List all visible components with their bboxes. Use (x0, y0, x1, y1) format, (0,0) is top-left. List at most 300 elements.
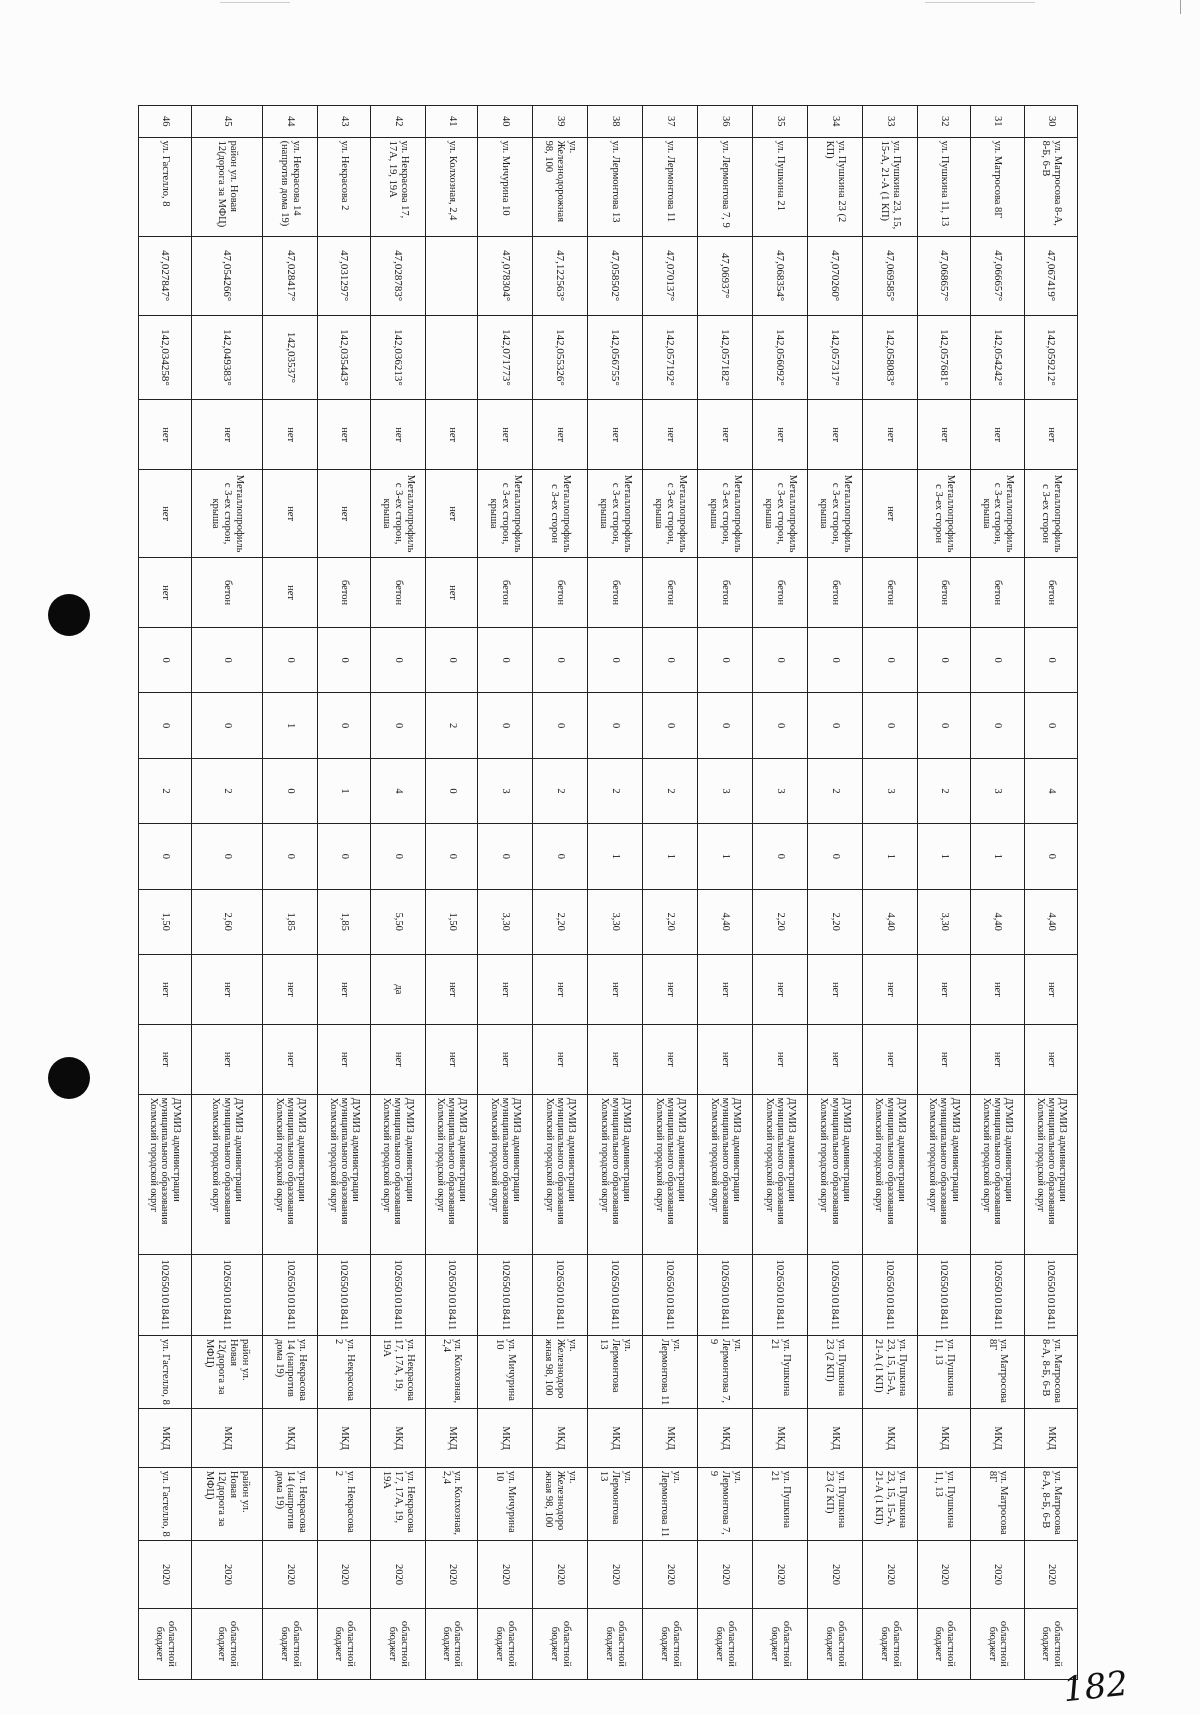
site-address-cell: ул. Пушкина 23, 15, 15-А, 21-А (1 КП) (863, 137, 918, 236)
owner-organization-cell: ДУМИЗ администрации муниципального образования Холмский городской округ (918, 1094, 971, 1254)
source-type-cell: МКД (318, 1409, 371, 1468)
count-col8-cell: 0 (698, 693, 753, 758)
latitude-cell: 47,068354° (753, 236, 808, 315)
col13-flag-cell: нет (808, 1024, 863, 1094)
col13-flag-cell: нет (863, 1024, 918, 1094)
table-row (263, 106, 318, 1680)
served-source-cell: ул. Лермонтова 13 (588, 1335, 643, 1408)
longitude-cell (425, 315, 478, 400)
count-col8-cell: 0 (191, 693, 263, 758)
table-row (863, 106, 918, 1680)
site-address-cell: ул. Некрасова 14 (напротив дома 19) (263, 137, 318, 236)
financing-cell: областной бюджет (263, 1608, 318, 1679)
financing-cell: областной бюджет (478, 1608, 533, 1679)
source-type-cell: МКД (970, 1409, 1025, 1468)
base-material-cell: бетон (588, 558, 643, 628)
site-address-cell: ул. Гастелло, 8 (139, 137, 192, 236)
longitude-cell: 142,03537° (263, 315, 318, 400)
fence-type-cell: Металлопрофиль с 3-ех сторон, крыша (643, 470, 698, 558)
surface-cover-cell: нет (808, 400, 863, 470)
count-col9-cell: 1 (318, 758, 371, 823)
served-source-cell: ул. Пушкина 23 (2 КП) (808, 1335, 863, 1408)
base-material-cell: бетон (918, 558, 971, 628)
site-address-cell: ул. Лермонтова 11 (643, 137, 698, 236)
col13-flag-cell: нет (318, 1024, 371, 1094)
served-source-cell: ул. Пушкина 21 (753, 1335, 808, 1408)
count-col8-cell: 0 (318, 693, 371, 758)
owner-ogrn-cell: 1026501018411 (643, 1254, 698, 1335)
count-col7-cell: 0 (139, 627, 192, 692)
longitude-cell: 142,049383° (191, 315, 263, 400)
count-col10-cell: 0 (318, 824, 371, 889)
table-row (533, 106, 588, 1680)
count-col9-cell: 2 (588, 758, 643, 823)
source-type-cell: МКД (139, 1409, 192, 1468)
served-source-cell: ул. Гастелло, 8 (139, 1335, 192, 1408)
area-value-cell: 3,30 (588, 889, 643, 954)
owner-organization-cell: ДУМИЗ администрации муниципального образования Холмский городской округ (588, 1094, 643, 1254)
fence-type-cell: Металлопрофиль с 3-ех сторон, крыша (970, 470, 1025, 558)
col13-flag-cell: нет (425, 1024, 478, 1094)
base-material-cell: бетон (970, 558, 1025, 628)
col13-flag-cell: нет (643, 1024, 698, 1094)
row-number-cell: 39 (533, 106, 588, 138)
longitude-cell: 142,056092° (753, 315, 808, 400)
year-cell: 2020 (370, 1541, 425, 1609)
served-source-cell: ул. Некрасова 14 (напротив дома 19) (263, 1335, 318, 1408)
count-col9-cell: 4 (370, 758, 425, 823)
area-value-cell: 2,20 (643, 889, 698, 954)
table-row (918, 106, 971, 1680)
owner-organization-cell: ДУМИЗ администрации муниципального образования Холмский городской округ (1025, 1094, 1078, 1254)
count-col10-cell: 0 (533, 824, 588, 889)
owner-ogrn-cell: 1026501018411 (191, 1254, 263, 1335)
area-value-cell: 3,30 (918, 889, 971, 954)
owner-ogrn-cell: 1026501018411 (753, 1254, 808, 1335)
site-address-cell: ул. Пушкина 21 (753, 137, 808, 236)
site-address-cell: ул. Некрасова 17, 17А, 19, 19А (370, 137, 425, 236)
financing-cell: областной бюджет (918, 1608, 971, 1679)
base-material-cell: бетон (808, 558, 863, 628)
longitude-cell: 142,036213° (370, 315, 425, 400)
longitude-cell: 142,057317° (808, 315, 863, 400)
source-address-cell: ул. Некрасова 2 (318, 1467, 371, 1540)
row-number-cell: 36 (698, 106, 753, 138)
container-sites-table (138, 105, 1078, 1680)
owner-ogrn-cell: 1026501018411 (588, 1254, 643, 1335)
count-col8-cell: 0 (588, 693, 643, 758)
financing-cell: областной бюджет (970, 1608, 1025, 1679)
col12-flag-cell: нет (698, 954, 753, 1024)
count-col10-cell: 0 (370, 824, 425, 889)
site-address-cell: ул. Колхозная, 2,4 (425, 137, 478, 236)
served-source-cell: ул. Лермонтова 7, 9 (698, 1335, 753, 1408)
owner-organization-cell: ДУМИЗ администрации муниципального образования Холмский городской округ (478, 1094, 533, 1254)
punch-hole-bottom (48, 1057, 90, 1099)
source-type-cell: МКД (370, 1409, 425, 1468)
table-row (425, 106, 478, 1680)
count-col9-cell: 3 (863, 758, 918, 823)
latitude-cell: 47,078304° (478, 236, 533, 315)
count-col9-cell: 2 (191, 758, 263, 823)
fence-type-cell: нет (263, 470, 318, 558)
count-col9-cell: 0 (425, 758, 478, 823)
col12-flag-cell: нет (478, 954, 533, 1024)
row-number-cell: 33 (863, 106, 918, 138)
latitude-cell: 47,066657° (970, 236, 1025, 315)
count-col9-cell: 2 (533, 758, 588, 823)
surface-cover-cell: нет (370, 400, 425, 470)
fence-type-cell: нет (863, 470, 918, 558)
financing-cell: областной бюджет (425, 1608, 478, 1679)
table-row (808, 106, 863, 1680)
col12-flag-cell: нет (263, 954, 318, 1024)
base-material-cell: бетон (191, 558, 263, 628)
count-col7-cell: 0 (970, 627, 1025, 692)
year-cell: 2020 (918, 1541, 971, 1609)
surface-cover-cell: нет (588, 400, 643, 470)
longitude-cell: 142,054242° (970, 315, 1025, 400)
financing-cell: областной бюджет (588, 1608, 643, 1679)
served-source-cell: ул. Железнодорожная 98, 100 (533, 1335, 588, 1408)
count-col8-cell: 0 (808, 693, 863, 758)
fence-type-cell: Металлопрофиль с 3-ех сторон (918, 470, 971, 558)
table-row (970, 106, 1025, 1680)
latitude-cell: 47,067419° (1025, 236, 1078, 315)
count-col7-cell: 0 (808, 627, 863, 692)
fence-type-cell: Металлопрофиль с 3-ех сторон, крыша (753, 470, 808, 558)
source-address-cell: ул. Пушкина 23, 15, 15-А, 21-А (1 КП) (863, 1467, 918, 1540)
site-address-cell: ул. Лермонтова 13 (588, 137, 643, 236)
surface-cover-cell: нет (1025, 400, 1078, 470)
source-type-cell: МКД (863, 1409, 918, 1468)
served-source-cell: ул. Мичурина 10 (478, 1335, 533, 1408)
fence-type-cell: Металлопрофиль с 3-ех сторон, крыша (808, 470, 863, 558)
table-row (318, 106, 371, 1680)
table-row (643, 106, 698, 1680)
base-material-cell: нет (263, 558, 318, 628)
latitude-cell: 47,031297° (318, 236, 371, 315)
year-cell: 2020 (1025, 1541, 1078, 1609)
col13-flag-cell: нет (698, 1024, 753, 1094)
col12-flag-cell: нет (863, 954, 918, 1024)
base-material-cell: бетон (753, 558, 808, 628)
financing-cell: областной бюджет (863, 1608, 918, 1679)
latitude-cell (425, 236, 478, 315)
latitude-cell: 47,122563° (533, 236, 588, 315)
count-col8-cell: 2 (425, 693, 478, 758)
served-source-cell: ул. Колхозная, 2,4 (425, 1335, 478, 1408)
table-row (753, 106, 808, 1680)
fence-type-cell: Металлопрофиль с 3-ех сторон (533, 470, 588, 558)
count-col10-cell: 1 (588, 824, 643, 889)
count-col8-cell: 0 (533, 693, 588, 758)
table-body (139, 106, 1078, 1680)
year-cell: 2020 (970, 1541, 1025, 1609)
owner-organization-cell: ДУМИЗ администрации муниципального образования Холмский городской округ (263, 1094, 318, 1254)
count-col8-cell: 0 (863, 693, 918, 758)
served-source-cell: ул. Пушкина 11, 13 (918, 1335, 971, 1408)
source-address-cell: ул. Пушкина 11, 13 (918, 1467, 971, 1540)
col12-flag-cell: нет (191, 954, 263, 1024)
count-col9-cell: 3 (698, 758, 753, 823)
count-col7-cell: 0 (425, 627, 478, 692)
count-col8-cell: 0 (970, 693, 1025, 758)
owner-organization-cell: ДУМИЗ администрации муниципального образования Холмский городской округ (643, 1094, 698, 1254)
owner-organization-cell: ДУМИЗ администрации муниципального образования Холмский городской округ (808, 1094, 863, 1254)
source-address-cell: ул. Мичурина 10 (478, 1467, 533, 1540)
latitude-cell: 47,070137° (643, 236, 698, 315)
financing-cell: областной бюджет (318, 1608, 371, 1679)
site-address-cell: ул. Пушкина 11, 13 (918, 137, 971, 236)
col12-flag-cell: нет (533, 954, 588, 1024)
table-row (698, 106, 753, 1680)
count-col10-cell: 0 (808, 824, 863, 889)
area-value-cell: 4,40 (863, 889, 918, 954)
source-address-cell: ул. Лермонтова 7, 9 (698, 1467, 753, 1540)
served-source-cell: ул. Матросова 8Г (970, 1335, 1025, 1408)
count-col8-cell: 0 (139, 693, 192, 758)
owner-ogrn-cell: 1026501018411 (863, 1254, 918, 1335)
served-source-cell: район ул. Новая 12(дорога за МФЦ) (191, 1335, 263, 1408)
base-material-cell: бетон (1025, 558, 1078, 628)
count-col9-cell: 2 (139, 758, 192, 823)
col12-flag-cell: нет (918, 954, 971, 1024)
area-value-cell: 2,20 (753, 889, 808, 954)
count-col7-cell: 0 (191, 627, 263, 692)
col13-flag-cell: нет (478, 1024, 533, 1094)
latitude-cell: 47,027847° (139, 236, 192, 315)
area-value-cell: 5,50 (370, 889, 425, 954)
source-type-cell: МКД (918, 1409, 971, 1468)
source-type-cell: МКД (698, 1409, 753, 1468)
owner-ogrn-cell: 1026501018411 (918, 1254, 971, 1335)
punch-hole-top (48, 594, 90, 636)
row-number-cell: 38 (588, 106, 643, 138)
surface-cover-cell: нет (970, 400, 1025, 470)
year-cell: 2020 (588, 1541, 643, 1609)
row-number-cell: 45 (191, 106, 263, 138)
count-col8-cell: 1 (263, 693, 318, 758)
col12-flag-cell: нет (588, 954, 643, 1024)
count-col7-cell: 0 (588, 627, 643, 692)
owner-organization-cell: ДУМИЗ администрации муниципального образования Холмский городской округ (318, 1094, 371, 1254)
fence-type-cell: Металлопрофиль с 3-ех сторон, крыша (588, 470, 643, 558)
row-number-cell: 34 (808, 106, 863, 138)
financing-cell: областной бюджет (191, 1608, 263, 1679)
count-col8-cell: 0 (753, 693, 808, 758)
count-col7-cell: 0 (1025, 627, 1078, 692)
financing-cell: областной бюджет (533, 1608, 588, 1679)
financing-cell: областной бюджет (753, 1608, 808, 1679)
page-number: 182 (1061, 1663, 1130, 1711)
owner-organization-cell: ДУМИЗ администрации муниципального образования Холмский городской округ (533, 1094, 588, 1254)
col13-flag-cell: нет (139, 1024, 192, 1094)
surface-cover-cell: нет (698, 400, 753, 470)
table-row (191, 106, 263, 1680)
longitude-cell: 142,057182° (698, 315, 753, 400)
surface-cover-cell: нет (318, 400, 371, 470)
source-address-cell: ул. Пушкина 21 (753, 1467, 808, 1540)
area-value-cell: 4,40 (970, 889, 1025, 954)
owner-ogrn-cell: 1026501018411 (808, 1254, 863, 1335)
latitude-cell: 47,028783° (370, 236, 425, 315)
longitude-cell: 142,055326° (533, 315, 588, 400)
source-type-cell: МКД (263, 1409, 318, 1468)
fence-type-cell: Металлопрофиль с 3-ех сторон, крыша (191, 470, 263, 558)
owner-ogrn-cell: 1026501018411 (263, 1254, 318, 1335)
owner-ogrn-cell: 1026501018411 (425, 1254, 478, 1335)
fence-type-cell: нет (318, 470, 371, 558)
area-value-cell: 1,85 (318, 889, 371, 954)
served-source-cell: ул. Лермонтова 11 (643, 1335, 698, 1408)
source-type-cell: МКД (1025, 1409, 1078, 1468)
source-address-cell: ул. Колхозная, 2,4 (425, 1467, 478, 1540)
source-address-cell: ул. Матросова 8-А, 8-Б, 6-В (1025, 1467, 1078, 1540)
area-value-cell: 1,50 (139, 889, 192, 954)
owner-organization-cell: ДУМИЗ администрации муниципального образования Холмский городской округ (698, 1094, 753, 1254)
count-col9-cell: 0 (263, 758, 318, 823)
col13-flag-cell: нет (263, 1024, 318, 1094)
base-material-cell: бетон (643, 558, 698, 628)
source-address-cell: ул. Некрасова 17, 17А, 19, 19А (370, 1467, 425, 1540)
source-address-cell: ул. Пушкина 23 (2 КП) (808, 1467, 863, 1540)
year-cell: 2020 (425, 1541, 478, 1609)
count-col9-cell: 4 (1025, 758, 1078, 823)
count-col10-cell: 0 (753, 824, 808, 889)
base-material-cell: бетон (478, 558, 533, 628)
owner-ogrn-cell: 1026501018411 (370, 1254, 425, 1335)
longitude-cell: 142,071773° (478, 315, 533, 400)
year-cell: 2020 (753, 1541, 808, 1609)
longitude-cell: 142,057192° (643, 315, 698, 400)
source-type-cell: МКД (643, 1409, 698, 1468)
row-number-cell: 41 (425, 106, 478, 138)
col12-flag-cell: нет (139, 954, 192, 1024)
count-col10-cell: 0 (139, 824, 192, 889)
scan-artifact-line (925, 2, 1035, 3)
table-row (139, 106, 192, 1680)
surface-cover-cell: нет (863, 400, 918, 470)
col12-flag-cell: нет (808, 954, 863, 1024)
count-col7-cell: 0 (318, 627, 371, 692)
source-type-cell: МКД (753, 1409, 808, 1468)
fence-type-cell: нет (425, 470, 478, 558)
year-cell: 2020 (139, 1541, 192, 1609)
count-col7-cell: 0 (263, 627, 318, 692)
source-address-cell: район ул. Новая 12(дорога за МФЦ) (191, 1467, 263, 1540)
count-col9-cell: 3 (753, 758, 808, 823)
base-material-cell: нет (425, 558, 478, 628)
count-col7-cell: 0 (643, 627, 698, 692)
base-material-cell: бетон (698, 558, 753, 628)
count-col9-cell: 2 (808, 758, 863, 823)
latitude-cell: 47,070260° (808, 236, 863, 315)
col13-flag-cell: нет (588, 1024, 643, 1094)
count-col9-cell: 2 (643, 758, 698, 823)
col12-flag-cell: да (370, 954, 425, 1024)
site-address-cell: ул. Матросова 8Г (970, 137, 1025, 236)
count-col7-cell: 0 (370, 627, 425, 692)
financing-cell: областной бюджет (139, 1608, 192, 1679)
count-col7-cell: 0 (918, 627, 971, 692)
row-number-cell: 44 (263, 106, 318, 138)
row-number-cell: 31 (970, 106, 1025, 138)
financing-cell: областной бюджет (698, 1608, 753, 1679)
latitude-cell: 47,06937° (698, 236, 753, 315)
area-value-cell: 3,30 (478, 889, 533, 954)
year-cell: 2020 (191, 1541, 263, 1609)
col13-flag-cell: нет (1025, 1024, 1078, 1094)
area-value-cell: 2,60 (191, 889, 263, 954)
owner-ogrn-cell: 1026501018411 (1025, 1254, 1078, 1335)
source-address-cell: ул. Гастелло, 8 (139, 1467, 192, 1540)
row-number-cell: 32 (918, 106, 971, 138)
fence-type-cell: Металлопрофиль с 3-ех сторон (1025, 470, 1078, 558)
count-col10-cell: 1 (863, 824, 918, 889)
latitude-cell: 47,054266° (191, 236, 263, 315)
owner-ogrn-cell: 1026501018411 (533, 1254, 588, 1335)
year-cell: 2020 (533, 1541, 588, 1609)
area-value-cell: 2,20 (533, 889, 588, 954)
col12-flag-cell: нет (425, 954, 478, 1024)
owner-organization-cell: ДУМИЗ администрации муниципального образования Холмский городской округ (139, 1094, 192, 1254)
count-col7-cell: 0 (698, 627, 753, 692)
fence-type-cell: Металлопрофиль с 3-ех сторон, крыша (370, 470, 425, 558)
table-row (1025, 106, 1078, 1680)
owner-ogrn-cell: 1026501018411 (139, 1254, 192, 1335)
count-col10-cell: 0 (191, 824, 263, 889)
year-cell: 2020 (643, 1541, 698, 1609)
source-type-cell: МКД (191, 1409, 263, 1468)
area-value-cell: 4,40 (1025, 889, 1078, 954)
owner-organization-cell: ДУМИЗ администрации муниципального образования Холмский городской округ (753, 1094, 808, 1254)
count-col8-cell: 0 (918, 693, 971, 758)
year-cell: 2020 (478, 1541, 533, 1609)
longitude-cell: 142,059212° (1025, 315, 1078, 400)
fence-type-cell: Металлопрофиль с 3-ех сторон, крыша (478, 470, 533, 558)
owner-ogrn-cell: 1026501018411 (318, 1254, 371, 1335)
surface-cover-cell: нет (533, 400, 588, 470)
row-number-cell: 30 (1025, 106, 1078, 138)
owner-organization-cell: ДУМИЗ администрации муниципального образования Холмский городской округ (863, 1094, 918, 1254)
count-col9-cell: 3 (970, 758, 1025, 823)
count-col7-cell: 0 (753, 627, 808, 692)
col13-flag-cell: нет (753, 1024, 808, 1094)
base-material-cell: бетон (533, 558, 588, 628)
source-address-cell: ул. Некрасова 14 (напротив дома 19) (263, 1467, 318, 1540)
source-type-cell: МКД (533, 1409, 588, 1468)
latitude-cell: 47,058502° (588, 236, 643, 315)
count-col7-cell: 0 (863, 627, 918, 692)
surface-cover-cell: нет (753, 400, 808, 470)
scan-artifact-tick (1180, 0, 1181, 14)
count-col8-cell: 0 (370, 693, 425, 758)
served-source-cell: ул. Некрасова 17, 17А, 19, 19А (370, 1335, 425, 1408)
row-number-cell: 42 (370, 106, 425, 138)
col12-flag-cell: нет (970, 954, 1025, 1024)
source-address-cell: ул. Железнодорожная 98, 100 (533, 1467, 588, 1540)
surface-cover-cell: нет (643, 400, 698, 470)
source-type-cell: МКД (478, 1409, 533, 1468)
year-cell: 2020 (318, 1541, 371, 1609)
surface-cover-cell: нет (191, 400, 263, 470)
row-number-cell: 40 (478, 106, 533, 138)
col13-flag-cell: нет (918, 1024, 971, 1094)
rotated-table-container (138, 105, 1078, 1680)
row-number-cell: 37 (643, 106, 698, 138)
count-col10-cell: 1 (918, 824, 971, 889)
